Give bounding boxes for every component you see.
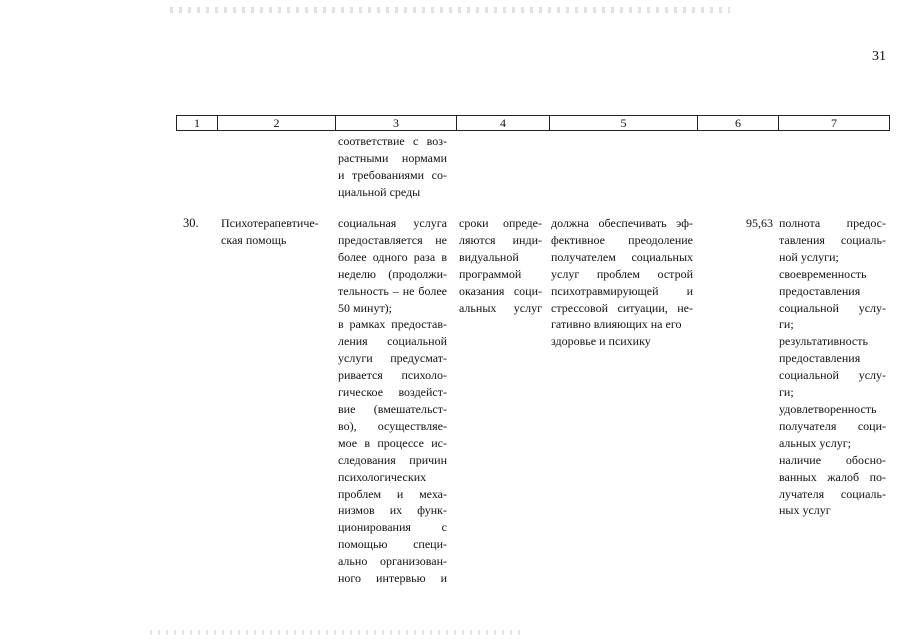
header-col-6: 6 xyxy=(698,116,779,130)
header-col-7: 7 xyxy=(831,116,837,130)
text-line: получателя соци- xyxy=(779,418,886,433)
text-line: 50 минут); xyxy=(338,300,393,315)
text-line: растными нормами xyxy=(338,150,447,165)
text-line: услуг проблем острой xyxy=(551,266,693,281)
text-line: оказания соци- xyxy=(459,283,542,298)
text-line: вие (вмешательст- xyxy=(338,401,447,416)
tariff-price: 95,63 xyxy=(746,216,773,230)
row-number: 30. xyxy=(183,216,199,230)
page-number: 31 xyxy=(872,49,886,64)
text-line: социальной услу- xyxy=(779,300,886,315)
text-line: услуги предусмат- xyxy=(338,351,447,366)
text-line: видуальной xyxy=(459,249,519,264)
text-line: ного интервью и xyxy=(338,571,447,586)
text-line: своевременность xyxy=(779,266,867,281)
text-line: ривается психоло- xyxy=(338,368,447,383)
text-line: лучателя социаль- xyxy=(779,486,886,501)
text-line: сроки опреде- xyxy=(459,216,542,230)
text-line: соответствие с воз- xyxy=(338,134,447,148)
header-col-5: 5 xyxy=(550,116,698,130)
header-col-1: 1 xyxy=(177,116,218,130)
continuation-text xyxy=(338,133,447,201)
header-col-3: 3 xyxy=(336,116,457,130)
text-line: полнота предос- xyxy=(779,216,886,230)
text-line: предоставления xyxy=(779,283,861,298)
scan-noise-bottom xyxy=(150,630,520,635)
text-line: наличие обосно- xyxy=(779,452,886,467)
text-line: помощью специ- xyxy=(338,537,447,552)
text-line: ционирования с xyxy=(338,520,447,535)
text-line: социальная услуга xyxy=(338,216,447,230)
text-line: психологических xyxy=(338,469,427,484)
text-line: ги; xyxy=(779,317,794,332)
text-line: ной услуги; xyxy=(779,249,839,264)
text-line: ально организован- xyxy=(338,554,447,569)
text-line: неделю (продолжи- xyxy=(338,266,447,281)
text-line: предоставляется не xyxy=(338,232,447,247)
text-line: мое в процессе ис- xyxy=(338,435,447,450)
text-line: социальной услу- xyxy=(779,368,886,383)
text-line: удовлетворенность xyxy=(779,401,877,416)
header-col-2: 2 xyxy=(218,116,336,130)
text-line: проблем и меха- xyxy=(338,486,447,501)
text-line: и требованиями со- xyxy=(338,167,447,182)
scan-noise-top xyxy=(170,7,730,13)
text-line: циальной среды xyxy=(338,184,421,199)
text-line: низмов их функ- xyxy=(338,503,447,518)
text-line: результативность xyxy=(779,334,868,349)
text-line: должна обеспечивать эф- xyxy=(551,216,693,230)
text-line: ления социальной xyxy=(338,334,447,349)
text-line: фективное преодоление xyxy=(551,232,693,247)
text-line: ляются инди- xyxy=(459,232,542,247)
text-line: стрессовой ситуации, не- xyxy=(551,300,693,315)
service-terms xyxy=(459,215,542,316)
text-line: здоровье и психику xyxy=(551,334,651,349)
text-line: альных услуг xyxy=(459,300,542,315)
text-line: гическое воздейст- xyxy=(338,385,447,400)
text-line: психотравмирующей и xyxy=(551,283,693,298)
text-line: ская помощь xyxy=(221,232,287,247)
text-line: во), осуществляе- xyxy=(338,418,447,433)
text-line: Психотерапевтиче- xyxy=(221,216,319,230)
text-line: предоставления xyxy=(779,351,861,366)
text-line: гативно влияющих на его xyxy=(551,317,682,332)
service-conditions xyxy=(551,215,693,350)
text-line: тельность – не более xyxy=(338,283,447,298)
table-header-row xyxy=(176,115,890,131)
text-line: получателем социальных xyxy=(551,249,693,264)
service-description xyxy=(338,215,447,587)
quality-criteria xyxy=(779,215,886,519)
text-line: тавления социаль- xyxy=(779,232,886,247)
text-line: в рамках предостав- xyxy=(338,317,447,332)
service-name xyxy=(221,215,331,249)
text-line: ных услуг xyxy=(779,503,831,518)
text-line: альных услуг; xyxy=(779,435,851,450)
text-line: следования причин xyxy=(338,452,447,467)
text-line: более одного раза в xyxy=(338,249,447,264)
text-line: ванных жалоб по- xyxy=(779,469,886,484)
header-col-4: 4 xyxy=(457,116,550,130)
text-line: программой xyxy=(459,266,522,281)
text-line: ги; xyxy=(779,385,794,400)
